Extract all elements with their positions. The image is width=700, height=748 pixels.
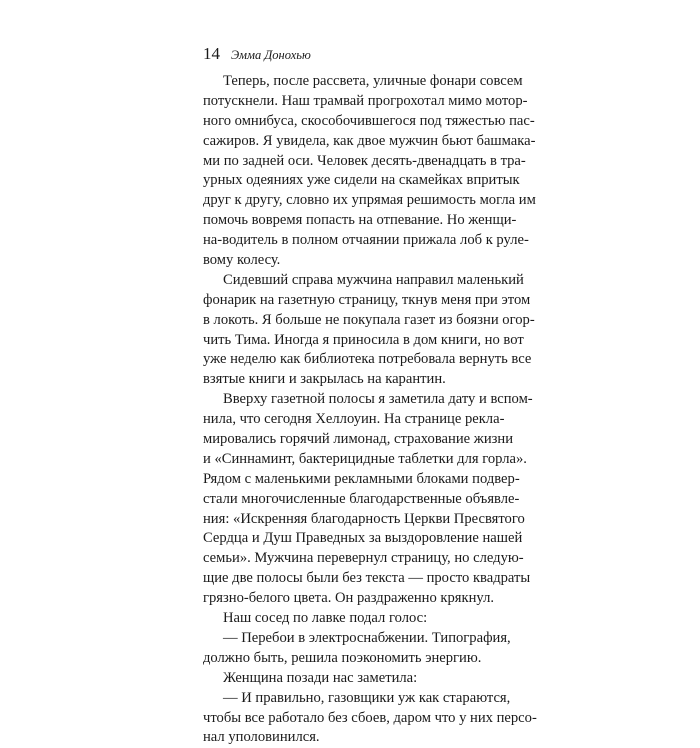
text-line: нила, что сегодня Хеллоуин. На странице рекла- [203, 411, 505, 428]
text-line: — Перебои в электроснабжении. Типография, [223, 629, 511, 646]
text-line: вому колесу. [203, 252, 281, 269]
text-line: грязно-белого цвета. Он раздраженно крякнул. [203, 590, 494, 607]
text-line: должно быть, решила поэкономить энергию. [203, 649, 482, 666]
text-line: щие две полосы были без текста — просто квадраты [203, 570, 531, 587]
text-line: семьи». Мужчина перевернул страницу, но следую- [203, 550, 524, 567]
text-line: мировались горячий лимонад, страхование жизни [203, 431, 514, 448]
text-line: Вверху газетной полосы я заметила дату и вспом- [223, 391, 533, 408]
text-line: Сердца и Душ Праведных за выздоровление нашей [203, 530, 523, 547]
text-line: стали многочисленные благодарственные объявле- [203, 490, 520, 507]
body-text [203, 72, 537, 748]
text-line: уже неделю как библиотека потребовала вернуть все [203, 351, 532, 368]
text-line: помочь вовремя попасть на отпевание. Но женщи- [203, 212, 517, 229]
page-number: 14 [203, 44, 220, 63]
text-line: Сидевший справа мужчина направил маленький [223, 271, 524, 288]
text-line: урных одеяниях уже сидели на скамейках впритык [203, 172, 520, 189]
text-line: в локоть. Я больше не покупала газет из боязни огор- [203, 311, 535, 328]
text-line: и «Синнаминт, бактерицидные таблетки для горла». [203, 450, 527, 467]
text-line: ния: «Искренняя благодарность Церкви Пресвятого [203, 510, 525, 527]
text-line: чить Тима. Иногда я приносила в дом книги, но вот [203, 331, 524, 348]
text-line: чтобы все работало без сбоев, даром что у них персо- [203, 709, 537, 726]
text-line: взятые книги и закрылась на карантин. [203, 371, 446, 388]
text-line: Теперь, после рассвета, уличные фонари совсем [223, 73, 523, 89]
text-line: на-водитель в полном отчаянии прижала лоб к руле- [203, 232, 529, 249]
text-line: нал уполовинился. [203, 729, 320, 746]
text-line: сажиров. Я увидела, как двое мужчин бьют башмака- [203, 132, 536, 149]
text-line: друг к другу, словно их упрямая решимость могла им [203, 192, 536, 209]
text-line: фонарик на газетную страницу, ткнув меня при этом [203, 291, 531, 308]
text-line: Рядом с маленькими рекламными блоками подвер- [203, 470, 520, 487]
text-line: — И правильно, газовщики уж как стараются, [223, 689, 511, 706]
text-line: ми по задней оси. Человек десять-двенадцать в тра- [203, 152, 526, 169]
text-line: потускнели. Наш трамвай прогрохотал мимо мотор- [203, 92, 528, 109]
page-header [203, 44, 311, 64]
text-line: Женщина позади нас заметила: [223, 669, 418, 686]
text-line: Наш сосед по лавке подал голос: [223, 610, 428, 627]
text-line: ного омнибуса, скособочившегося под тяжестью пас- [203, 112, 535, 129]
running-head: Эмма Донохью [231, 48, 311, 62]
